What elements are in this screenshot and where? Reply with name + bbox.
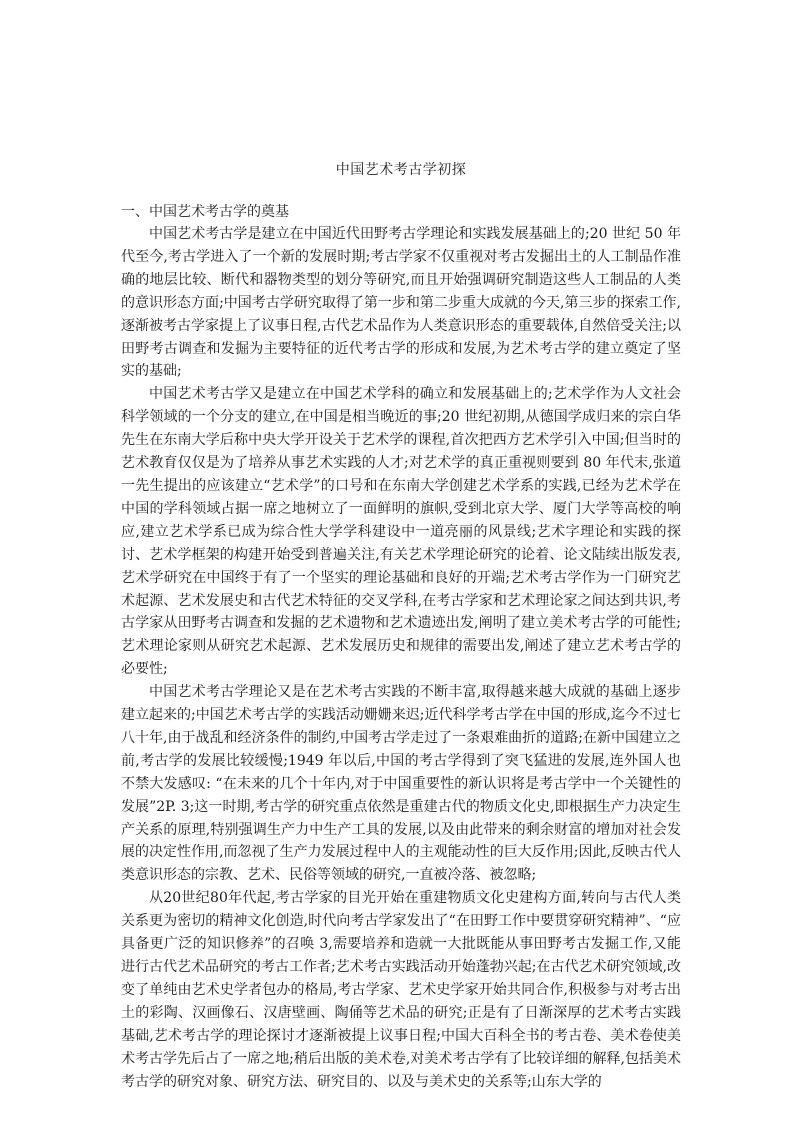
- document-title: 中国艺术考古学初探: [335, 162, 467, 178]
- paragraph-1: 中国艺术考古学是建立在中国近代田野考古学理论和实践发展基础上的;20 世纪 50 年代至今,考古学进入了一个新的发展时期;考古学家不仅重视对考古发掘出土的人工制品作准确的地层比较、断代和器物类型的划分等研究,而且开始强调研究制造这些人工制品的人类的意识形态方面;中国考古学研究取得了第一步和第二步重大成就的今天,第三步的探索工作,逐渐被考古学家提上了议事日程,古代艺术品作为人类意识形态的重要载体,自然倍受关注;以田野考古调查和发掘为主要特征的近代考古学的形成和发展,为艺术考古学的建立奠定了坚实的基础;: [121, 226, 681, 380]
- paragraph-4: 从20世纪80年代起,考古学家的目光开始在重建物质文化史建构方面,转向与古代人类关系更为密切的精神文化创造,时代向考古学家发出了“在田野工作中要贯穿研究精神”、“应具备更广泛的知识修养”的召唤 3,需要培养和造就一大批既能从事田野考古发掘工作,又能进行古代艺术品研究的考古工作者;艺术考古实践活动开始蓬勃兴起;在古代艺术研究领域,改变了单纯由艺术史学者包办的格局,考古学家、艺术史学家开始共同合作,积极参与对考古出土的彩陶、汉画像石、汉唐壁画、陶俑等艺术品的研究;正是有了日渐深厚的艺术考古实践基础,艺术考古学的理论探讨才逐渐被提上议事日程;中国大百科全书的考古卷、美术卷使美术考古学先后占了一席之地;稍后出版的美术卷,对美术考古学有了比较详细的解释,包括美术考古学的研究对象、研究方法、研究目的、以及与美术史的关系等;山东大学的: [121, 890, 681, 1090]
- paragraph-2: 中国艺术考古学又是建立在中国艺术学科的确立和发展基础上的;艺术学作为人文社会科学领域的一个分支的建立,在中国是相当晚近的事;20 世纪初期,从德国学成归来的宗白华先生在东南大学后称中央大学开设关于艺术学的课程,首次把西方艺术学引入中国;但当时的艺术教育仅仅是为了培养从事艺术实践的人才;对艺术学的真正重视则要到 80 年代末,张道一先生提出的应该建立“艺术学”的口号和在东南大学创建艺术学系的实践,已经为艺术学在中国的学科领域占据一席之地树立了一面鲜明的旗帜,受到北京大学、厦门大学等高校的响应,建立艺术学系已成为综合性大学学科建设中一道亮丽的风景线;艺术字理论和实践的探讨、艺术学框架的构建开始受到普遍关注,有关艺术学理论研究的论着、论文陆续出版发表,艺术学研究在中国终于有了一个坚实的理论基础和良好的开端;艺术考古学作为一门研究艺术起源、艺术发展史和古代艺术特征的交叉学科,在考古学家和艺术理论家之间达到共识,考古学家从田野考古调查和发掘的艺术遗物和艺术遗迹出发,阐明了建立美术考古学的可能性; 艺术理论家则从研究艺术起源、艺术发展历史和规律的需要出发,阐述了建立艺术考古学的必要性;: [121, 386, 681, 678]
- body-text: [121, 223, 681, 1093]
- paragraph-3: 中国艺术考古学理论又是在艺术考古实践的不断丰富,取得越来越大成就的基础上逐步建立起来的;中国艺术考古学的实践活动姗姗来迟;近代科学考古学在中国的形成,迄今不过七八十年,由于战乱和经济条件的制约,中国考古学走过了一条艰难曲折的道路;在新中国建立之前,考古学的发展比较缓慢;1949 年以后,中国的考古学得到了突飞猛进的发展,连外国人也不禁大发感叹: “在未来的几个十年内,对于中国重要性的新认识将是考古学中一个关键性的发展”2P. 3;这一时期,考古学的研究重点依然是重建古代的物质文化史,即根据生产力决定生产关系的原理,特别强调生产力中生产工具的发展,以及由此带来的剩余财富的增加对社会发展的决定性作用,而忽视了生产力发展过程中人的主观能动性的巨大反作用;因此,反映古代人类意识形态的宗教、艺术、民俗等领域的研究,一直被冷落、被忽略;: [121, 684, 681, 884]
- section-heading: 一、中国艺术考古学的奠基: [121, 204, 289, 220]
